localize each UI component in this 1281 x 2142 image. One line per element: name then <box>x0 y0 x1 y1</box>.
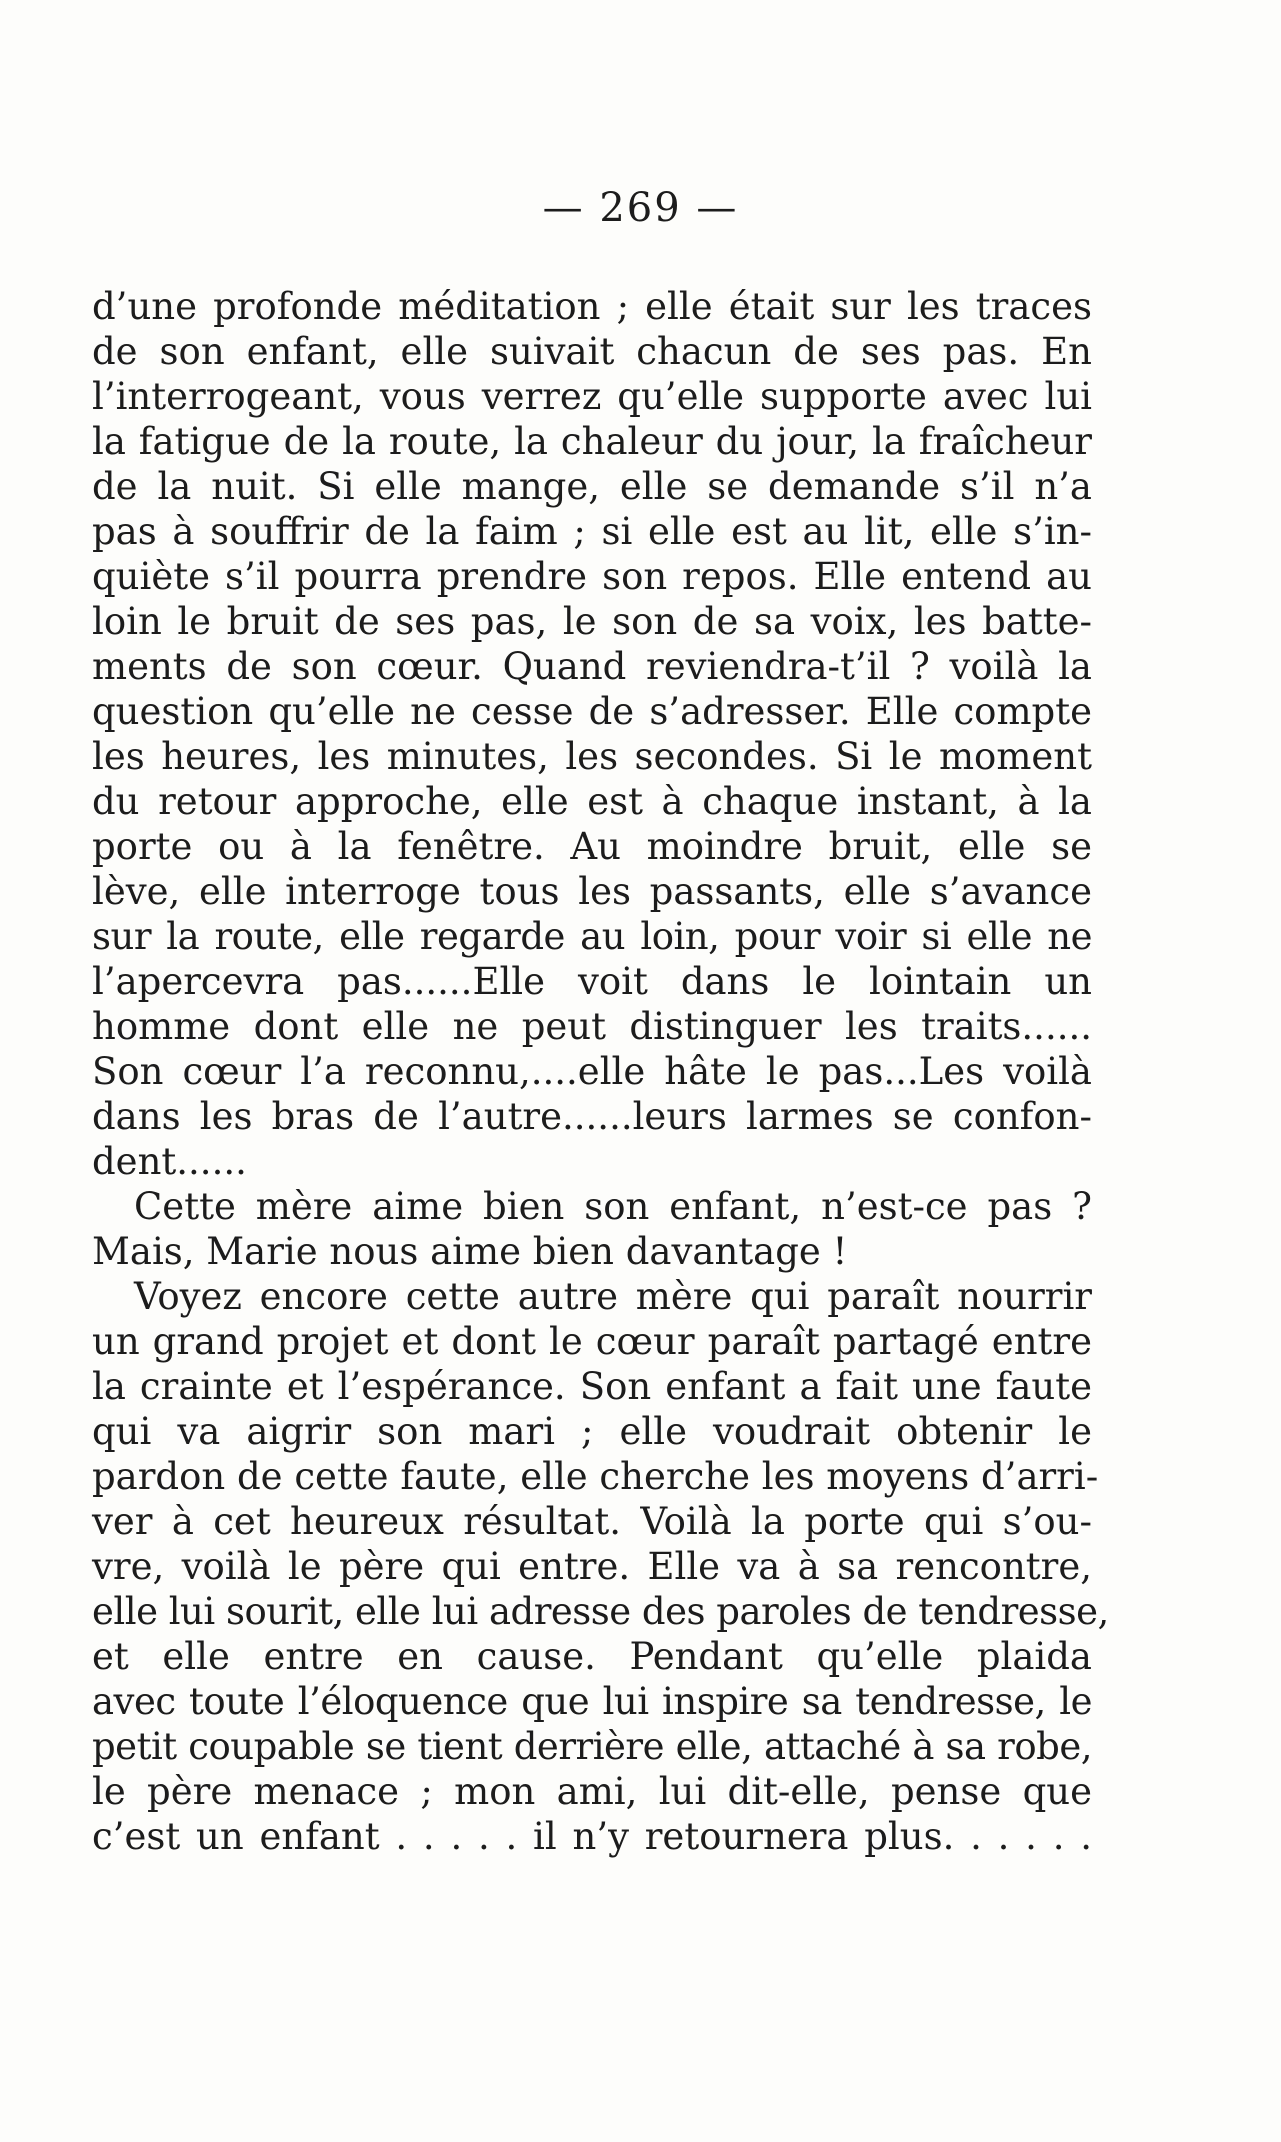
text-line: l’apercevra pas......Elle voit dans le lointain un <box>92 960 1092 1003</box>
text-line: Cette mère aime bien son enfant, n’est-ce pas ? <box>134 1185 1092 1228</box>
text-line: du retour approche, elle est à chaque instant, à la <box>92 780 1092 823</box>
text-line: question qu’elle ne cesse de s’adresser. Elle compte <box>92 690 1092 733</box>
text-line: pas à souffrir de la faim ; si elle est au lit, elle s’in- <box>92 510 1092 553</box>
text-line: d’une profonde méditation ; elle était sur les traces <box>92 285 1092 328</box>
text-line: lève, elle interroge tous les passants, elle s’avance <box>92 870 1092 913</box>
text-line: Voyez encore cette autre mère qui paraît nourrir <box>134 1275 1092 1318</box>
text-line: Mais, Marie nous aime bien davantage ! <box>92 1230 848 1273</box>
paragraph-3 <box>92 1274 1109 1859</box>
text-line: elle lui sourit, elle lui adresse des paroles de tendresse, <box>92 1590 1109 1633</box>
text-line: pardon de cette faute, elle cherche les moyens d’arri- <box>92 1455 1099 1498</box>
text-line: avec toute l’éloquence que lui inspire sa tendresse, le <box>92 1680 1092 1723</box>
text-line: homme dont elle ne peut distinguer les traits...... <box>92 1005 1092 1048</box>
body-text <box>92 284 1109 1859</box>
paragraph-2 <box>92 1184 1092 1274</box>
text-line: les heures, les minutes, les secondes. Si le moment <box>92 735 1092 778</box>
text-line: sur la route, elle regarde au loin, pour voir si elle ne <box>92 915 1092 958</box>
paragraph-1 <box>92 284 1092 1184</box>
text-line: dans les bras de l’autre......leurs larmes se confon- <box>92 1095 1092 1138</box>
text-line: la fatigue de la route, la chaleur du jour, la fraîcheur <box>92 420 1092 463</box>
text-line: c’est un enfant . . . . . il n’y retournera plus. . . . . . <box>92 1815 1092 1858</box>
text-line: de son enfant, elle suivait chacun de ses pas. En <box>92 330 1092 373</box>
text-line: porte ou à la fenêtre. Au moindre bruit, elle se <box>92 825 1092 868</box>
text-line: l’interrogeant, vous verrez qu’elle supporte avec lui <box>92 375 1092 418</box>
text-line: de la nuit. Si elle mange, elle se demande s’il n’a <box>92 465 1092 508</box>
text-line: et elle entre en cause. Pendant qu’elle plaida <box>92 1635 1092 1678</box>
text-line: la crainte et l’espérance. Son enfant a fait une faute <box>92 1365 1092 1408</box>
page-number: — 269 — <box>542 185 739 231</box>
text-line: loin le bruit de ses pas, le son de sa voix, les batte- <box>92 600 1092 643</box>
text-line: Son cœur l’a reconnu,....elle hâte le pas...Les voilà <box>92 1050 1092 1093</box>
text-line: petit coupable se tient derrière elle, attaché à sa robe, <box>92 1725 1092 1768</box>
text-line: ver à cet heureux résultat. Voilà la porte qui s’ou- <box>92 1500 1092 1543</box>
text-line: qui va aigrir son mari ; elle voudrait obtenir le <box>92 1410 1092 1453</box>
text-line: le père menace ; mon ami, lui dit-elle, pense que <box>92 1770 1092 1813</box>
text-line: un grand projet et dont le cœur paraît partagé entre <box>92 1320 1092 1363</box>
text-line: vre, voilà le père qui entre. Elle va à sa rencontre, <box>92 1545 1092 1588</box>
text-line: quiète s’il pourra prendre son repos. Elle entend au <box>92 555 1092 598</box>
text-line: ments de son cœur. Quand reviendra-t’il ? voilà la <box>92 645 1092 688</box>
text-line: dent...... <box>92 1140 247 1183</box>
